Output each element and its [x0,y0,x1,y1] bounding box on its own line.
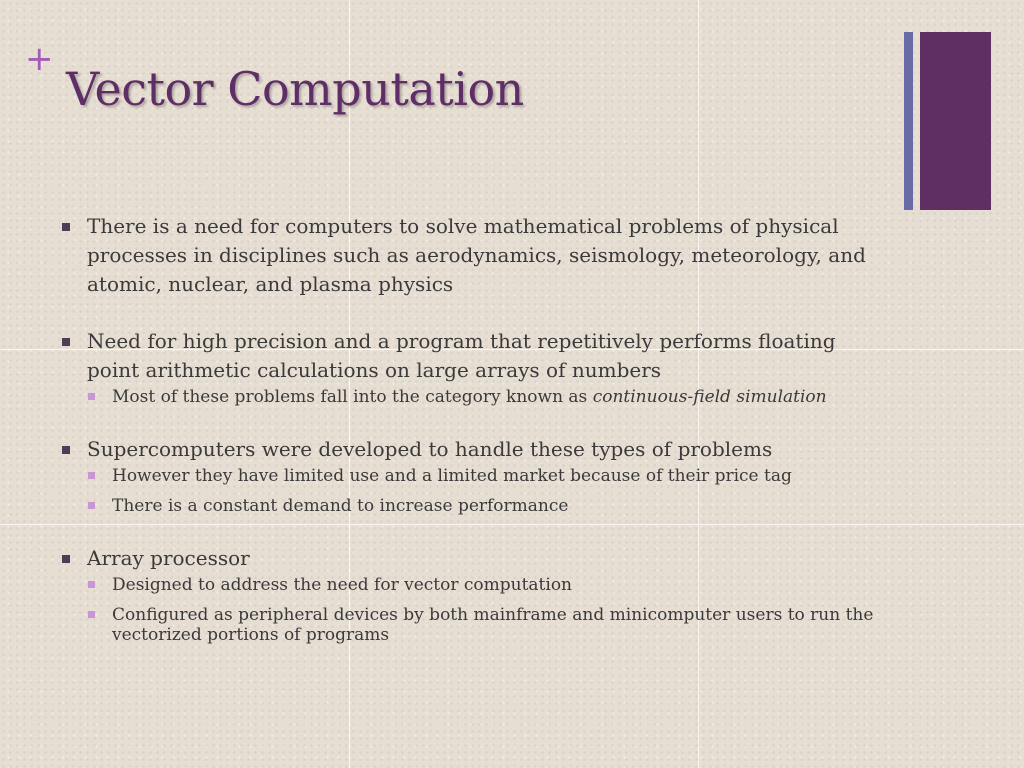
square-sub-bullet-icon [88,502,95,509]
bullet-text: There is a need for computers to solve mathematical problems of physical processes in disciplines such as aerodynamics, seismology, meteorology, and atomic, nuclear, and plasma physics [87,214,866,296]
bullet-text: Need for high precision and a program that repetitively performs floating point arithmetic calculations on large arrays of numbers [87,329,836,382]
sub-bullet-item [87,466,892,486]
bullet-text: Supercomputers were developed to handle these types of problems [87,437,773,461]
sub-bullet-item [87,496,892,516]
bullet-item [62,435,892,464]
square-bullet-icon [62,555,70,563]
sub-bullet-emphasis: continuous-field simulation [592,387,827,407]
sub-bullet-text: Most of these problems fall into the category known as [112,387,593,407]
square-sub-bullet-icon [88,393,95,400]
slide-title: Vector Computation [66,62,524,116]
slide-body [62,212,892,645]
sub-bullet-text: There is a constant demand to increase performance [112,496,569,516]
bullet-text: Array processor [87,546,250,570]
bullet-item [62,544,892,573]
sub-bullet-text: Designed to address the need for vector computation [112,575,573,595]
sub-bullet-text: Configured as peripheral devices by both mainframe and minicomputer users to run the vectorized portions of programs [112,605,874,645]
accent-bar-thick [920,32,991,210]
sub-bullet-text: However they have limited use and a limited market because of their price tag [112,466,792,486]
accent-bar-thin [904,32,913,210]
square-sub-bullet-icon [88,611,95,618]
square-bullet-icon [62,446,70,454]
bullet-item [62,327,892,385]
sub-bullet-item [87,575,892,595]
bullet-item [62,212,892,299]
sub-bullet-item [87,605,892,645]
square-bullet-icon [62,338,70,346]
square-sub-bullet-icon [88,472,95,479]
square-sub-bullet-icon [88,581,95,588]
square-bullet-icon [62,223,70,231]
plus-icon: + [25,39,54,79]
sub-bullet-item [87,387,892,407]
